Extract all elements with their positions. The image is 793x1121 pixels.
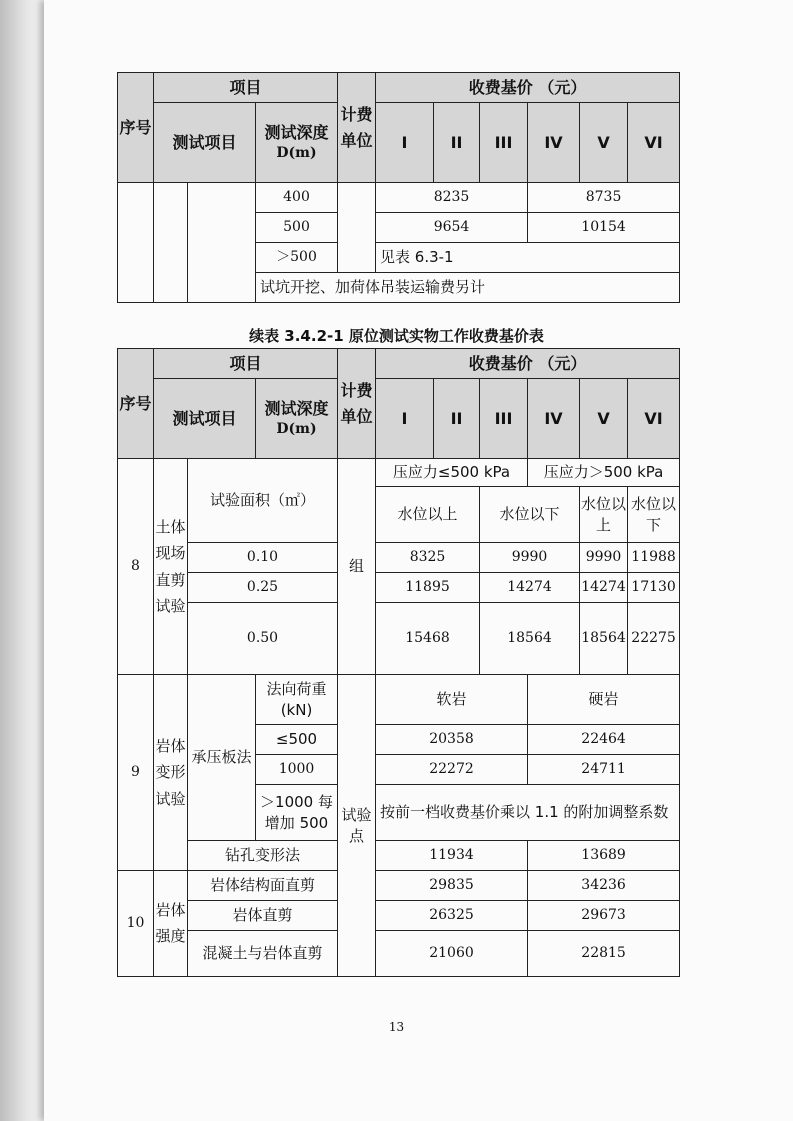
grade-1: I [376,379,434,459]
price-cell: 14274 [480,573,580,603]
water-cell: 水位以上 [376,487,480,543]
unit-cell: 组 [338,459,376,675]
price-cell: 8325 [376,543,480,573]
price-cell: 9990 [480,543,580,573]
load-label-cell: 法向荷重(kN) [256,675,338,725]
depth-header [256,379,338,459]
load-cell: 1000 [256,755,338,785]
seq-cell: 8 [118,459,154,675]
area-cell: 0.25 [188,573,338,603]
test-item-header: 测试项目 [154,103,256,183]
test-item-header: 测试项目 [154,379,256,459]
unit-cell: 试验点 [338,675,376,977]
unit-cell [338,183,376,273]
price-cell: 17130 [628,573,680,603]
page-number: 13 [388,1020,405,1034]
depth-header [256,103,338,183]
price-cell: 8735 [528,183,680,213]
hard-rock-cell: 硬岩 [528,675,680,725]
grade-2: II [434,103,480,183]
item-cell: 岩体直剪 [188,901,338,931]
depth-cell: 500 [256,213,338,243]
grade-6: VI [628,379,680,459]
area-cell: 0.10 [188,543,338,573]
item-cell: 岩体结构面直剪 [188,871,338,901]
grade-2: II [434,379,480,459]
price-cell: 20358 [376,725,528,755]
depth-unit: D(m) [276,144,317,161]
pressure-low-cell: 压应力≤500 kPa [376,459,528,487]
item-header: 项目 [154,73,338,103]
grade-6: VI [628,103,680,183]
grade-3: III [480,103,528,183]
test-name-cell: 土体现场直剪试验 [154,459,188,675]
method-cell: 钻孔变形法 [188,841,338,871]
price-cell: 21060 [376,931,528,977]
depth-unit: D(m) [276,420,317,437]
depth-cell: 400 [256,183,338,213]
base-price-header: 收费基价 （元） [376,349,680,379]
water-cell: 水位以上 [580,487,628,543]
price-cell: 29673 [528,901,680,931]
price-cell: 14274 [580,573,628,603]
price-cell: 11934 [376,841,528,871]
seq-header: 序号 [118,349,154,459]
depth-cell: ＞500 [256,243,338,273]
price-cell: 13689 [528,841,680,871]
base-price-header: 收费基价 （元） [376,73,680,103]
price-cell: 11895 [376,573,480,603]
water-cell: 水位以下 [628,487,680,543]
price-cell: 22464 [528,725,680,755]
price-cell: 34236 [528,871,680,901]
price-cell: 10154 [528,213,680,243]
table-title: 续表 3.4.2-1 原位测试实物工作收费基价表 [249,327,544,345]
item-cell: 混凝土与岩体直剪 [188,931,338,977]
seq-header: 序号 [118,73,154,183]
price-cell: 9990 [580,543,628,573]
empty-cell [154,183,188,303]
load-cell: ≤500 [256,725,338,755]
pressure-high-cell: 压应力＞500 kPa [528,459,680,487]
price-cell: 22815 [528,931,680,977]
seq-cell: 10 [118,871,154,977]
depth-label: 测试深度 [264,123,329,143]
note-cell: 按前一档收费基价乘以 1.1 的附加调整系数 [376,785,680,841]
empty-cell [188,183,256,303]
grade-4: IV [528,103,580,183]
test-name-cell: 岩体强度 [154,871,188,977]
price-cell: 15468 [376,603,480,675]
price-cell: 29835 [376,871,528,901]
grade-3: III [480,379,528,459]
book-spine [0,0,44,1121]
price-cell: 18564 [580,603,628,675]
item-header: 项目 [154,349,338,379]
footnote-cell: 试坑开挖、加荷体吊装运输费另计 [256,273,680,303]
price-cell: 11988 [628,543,680,573]
depth-label: 测试深度 [264,399,329,419]
water-cell: 水位以下 [480,487,580,543]
empty-cell [118,183,154,303]
unit-header: 计费单位 [338,349,376,459]
area-label-cell: 试验面积（㎡） [188,459,338,543]
price-cell: 22272 [376,755,528,785]
price-cell: 22275 [628,603,680,675]
method-cell: 承压板法 [188,675,256,841]
grade-4: IV [528,379,580,459]
price-cell: 9654 [376,213,528,243]
price-cell: 18564 [480,603,580,675]
seq-cell: 9 [118,675,154,871]
note-cell: 见表 6.3-1 [376,243,680,273]
price-cell: 8235 [376,183,528,213]
grade-5: V [580,103,628,183]
soft-rock-cell: 软岩 [376,675,528,725]
price-cell: 26325 [376,901,528,931]
unit-header: 计费单位 [338,73,376,183]
test-name-cell: 岩体变形试验 [154,675,188,871]
area-cell: 0.50 [188,603,338,675]
fee-table-top [117,72,680,303]
load-cell: ＞1000 每增加 500 [256,785,338,841]
grade-5: V [580,379,628,459]
price-cell: 24711 [528,755,680,785]
fee-table-main [117,348,680,977]
grade-1: I [376,103,434,183]
